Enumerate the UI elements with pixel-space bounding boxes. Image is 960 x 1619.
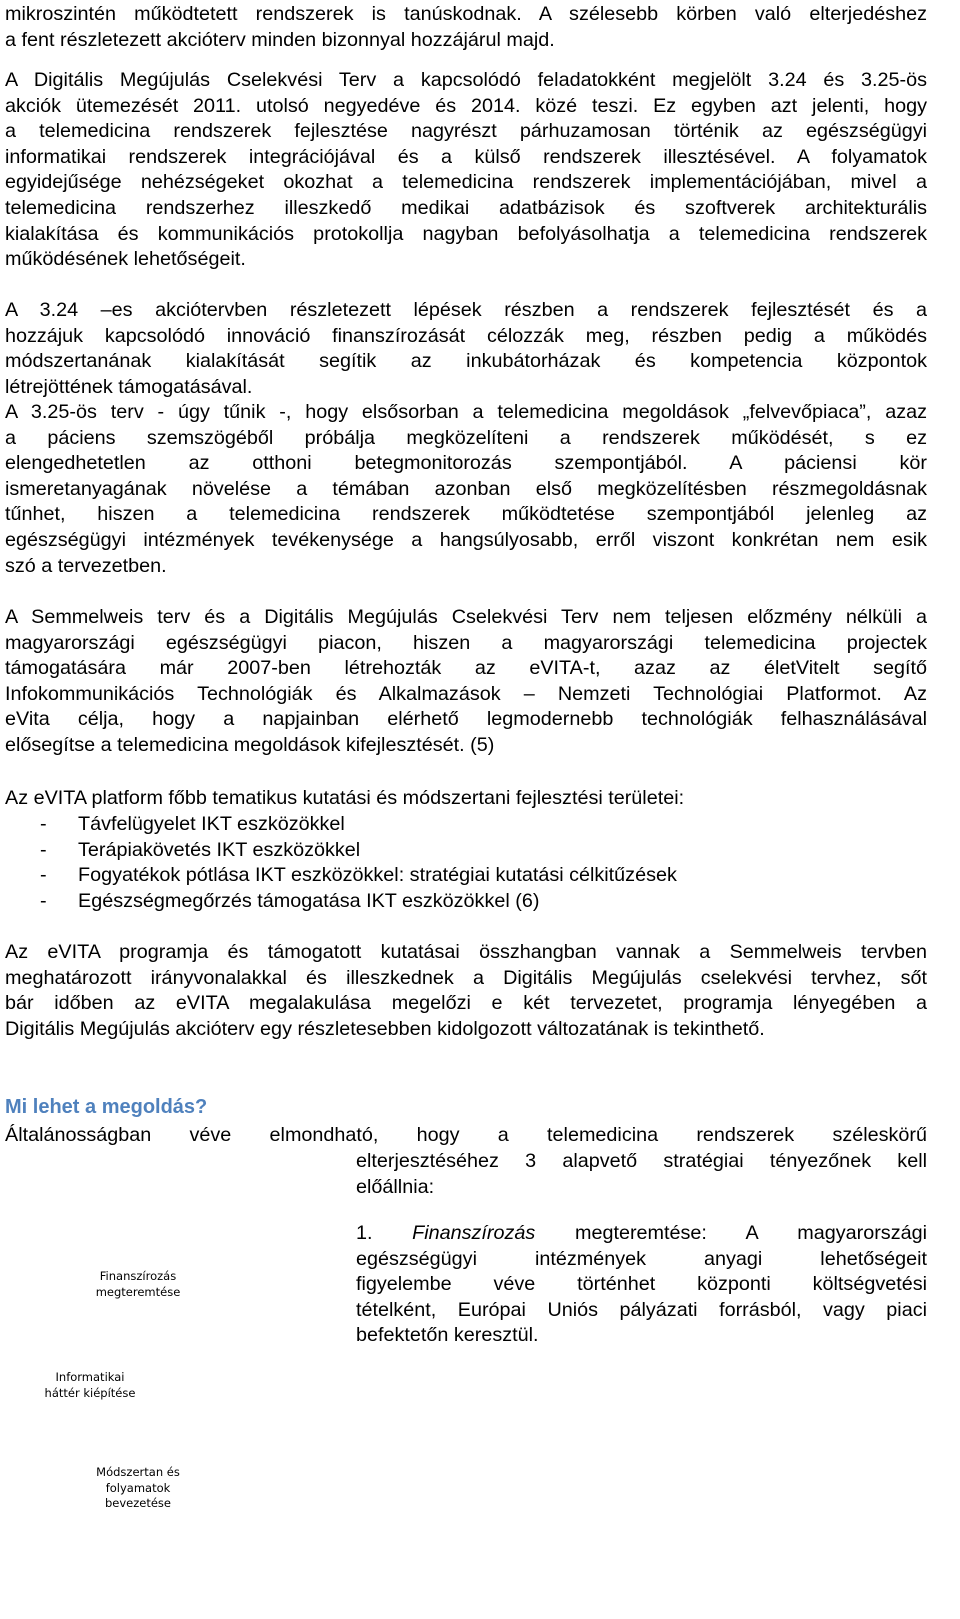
text-line: magyarországi egészségügyi piacon, hiszen a magyarországi telemedicina projectek <box>5 631 927 654</box>
text-line: működésének lehetőségeit. <box>5 248 246 271</box>
text-line: szó a tervezetben. <box>5 554 167 577</box>
text-line: figyelembe véve történhet központi költségvetési <box>356 1273 927 1296</box>
text-line: bár időben az eVITA megalakulása megelőzi e két tervezetet, programja lényegében a <box>5 992 927 1015</box>
list-item <box>5 863 927 889</box>
list-item <box>5 812 927 838</box>
text-line: hozzájuk kapcsolódó innováció finanszírozását célozzák meg, részben pedig a működés <box>5 324 927 347</box>
text-line: elősegítse a telemedicina megoldások kifejlesztését. (5) <box>5 733 495 756</box>
paragraph-evita-program <box>5 940 927 1042</box>
list-dash: - <box>40 864 47 887</box>
paragraph-evita-intro <box>5 786 927 812</box>
text-line: A 3.24 –es akciótervben részletezett lépések részben a rendszerek fejlesztését és a <box>5 299 927 321</box>
diagram-label-line: Módszertan és <box>96 1465 180 1479</box>
text-line: támogatására már 2007-ben létrehozták az eVITA-t, azaz az életVitelt segítő <box>5 657 927 680</box>
text-line: a fent részletezett akcióterv minden bizonnyal hozzájárul majd. <box>5 28 555 51</box>
paragraph-solution-intro-cont <box>356 1149 927 1200</box>
text-line: telemedicina rendszerhez illeszkedő medikai adatbázisok és szoftverek architekturális <box>5 196 927 219</box>
text-line: mikroszintén működtetett rendszerek is tanúskodnak. A szélesebb körben való elterjedéshez <box>5 3 927 25</box>
diagram-label-line: Finanszírozás <box>99 1269 177 1283</box>
text-line: tűnhet, hiszen a telemedicina rendszerek működtetése szempontjából jelenleg az <box>5 503 927 526</box>
text-line: Infokommunikációs Technológiák és Alkalmazások – Nemzeti Technológiai Platformot. Az <box>5 682 927 705</box>
section-heading: Mi lehet a megoldás? <box>5 1096 208 1118</box>
diagram-label-line: Informatikai <box>55 1370 125 1384</box>
list-item-text: Távfelügyelet IKT eszközökkel <box>78 813 345 835</box>
paragraph-action-324 <box>5 298 927 400</box>
point-number: 1. <box>356 1222 373 1244</box>
text-line: tételként, Európai Uniós pályázati forrásból, vagy piaci <box>356 1298 927 1321</box>
diagram-label-line: háttér kiépítése <box>44 1385 136 1400</box>
text-line: Az eVITA platform főbb tematikus kutatási és módszertani fejlesztési területei: <box>5 787 685 809</box>
list-dash: - <box>40 838 47 861</box>
text-line: informatikai rendszerek integrációjával és a külső rendszerek illesztésével. A folyamatok <box>5 145 927 168</box>
diagram-label-line: folyamatok <box>105 1480 171 1495</box>
point-text: megteremtése: A magyarországi <box>574 1222 927 1244</box>
text-line: befektetőn keresztül. <box>356 1324 539 1347</box>
diagram-label-line: megteremtése <box>95 1284 181 1299</box>
paragraph-digital-renewal <box>5 68 927 273</box>
diagram-label-it-background <box>25 1370 155 1401</box>
text-line: kialakítása és kommunikációs protokollja nagyban befolyásolhatja a telemedicina rendszerek <box>5 222 927 245</box>
diagram-label-line: bevezetése <box>104 1496 172 1510</box>
text-line: Általánosságban véve elmondható, hogy a telemedicina rendszerek széleskörű <box>5 1124 927 1146</box>
list-dash: - <box>40 813 47 835</box>
list-item-text: Egészségmegőrzés támogatása IKT eszközökkel (6) <box>78 889 540 912</box>
list-dash: - <box>40 889 47 912</box>
evita-topics-list <box>5 812 927 914</box>
text-line: egyidejűsége nehézségeket okozhat a telemedicina rendszerek implementációjában, mivel a <box>5 171 927 194</box>
text-line: egészségügyi intézmények tevékenysége a hangsúlyosabb, erről viszont konkrétan nem esik <box>5 528 927 551</box>
text-line: Az eVITA programja és támogatott kutatásai összhangban vannak a Semmelweis tervben <box>5 941 927 963</box>
text-line: elengedhetetlen az otthoni betegmonitorozás szempontjából. A páciensi kör <box>5 452 927 475</box>
point-financing <box>356 1221 927 1349</box>
paragraph-semmelweis <box>5 605 927 759</box>
text-line: a páciens szemszögéből próbálja megközelíteni a rendszerek működését, s ez <box>5 426 927 449</box>
diagram-label-financing <box>73 1269 203 1300</box>
diagram-label-methodology <box>73 1465 203 1512</box>
paragraph-action-325 <box>5 400 927 579</box>
text-line: A Semmelweis terv és a Digitális Megújulás Cselekvési Terv nem teljesen előzmény nélküli a <box>5 606 927 628</box>
text-line: a telemedicina rendszerek fejlesztése nagyrészt párhuzamosan történik az egészségügyi <box>5 120 927 143</box>
text-line: meghatározott irányvonalakkal és illeszkednek a Digitális Megújulás cselekvési tervhez, sőt <box>5 966 927 989</box>
text-line: előállnia: <box>356 1175 435 1198</box>
list-item <box>5 889 927 915</box>
text-line <box>356 1221 927 1247</box>
list-item <box>5 838 927 864</box>
paragraph-solution-intro <box>5 1123 927 1149</box>
list-item-text: Fogyatékok pótlása IKT eszközökkel: stratégiai kutatási célkitűzések <box>78 864 677 887</box>
text-line: A Digitális Megújulás Cselekvési Terv a kapcsolódó feladatokként megjelölt 3.24 és 3.25-ös <box>5 69 927 91</box>
text-line: egészségügyi intézmények anyagi lehetőségeit <box>356 1247 927 1270</box>
text-line: eVita célja, hogy a napjainban elérhető legmodernebb technológiák felhasználásával <box>5 708 927 731</box>
point-term: Finanszírozás <box>412 1222 536 1244</box>
text-line: létrejöttének támogatásával. <box>5 375 253 398</box>
paragraph-intro <box>5 2 927 53</box>
text-line: ismeretanyagának növelése a témában azonban első megközelítésben részmegoldásnak <box>5 477 927 500</box>
text-line: A 3.25-ös terv - úgy tűnik -, hogy elsősorban a telemedicina megoldások „felvevőpiaca”, azaz <box>5 401 927 423</box>
list-item-text: Terápiakövetés IKT eszközökkel <box>78 838 361 861</box>
text-line: akciók ütemezését 2011. utolsó negyedéve és 2014. közé teszi. Ez egyben azt jelenti, hogy <box>5 94 927 117</box>
text-line: elterjesztéséhez 3 alapvető stratégiai tényezőnek kell <box>356 1150 927 1172</box>
text-line: Digitális Megújulás akcióterv egy részletesebben kidolgozott változatának is tekinthető. <box>5 1017 765 1040</box>
text-line: módszertanának kialakítását segítik az inkubátorházak és kompetencia központok <box>5 350 927 373</box>
